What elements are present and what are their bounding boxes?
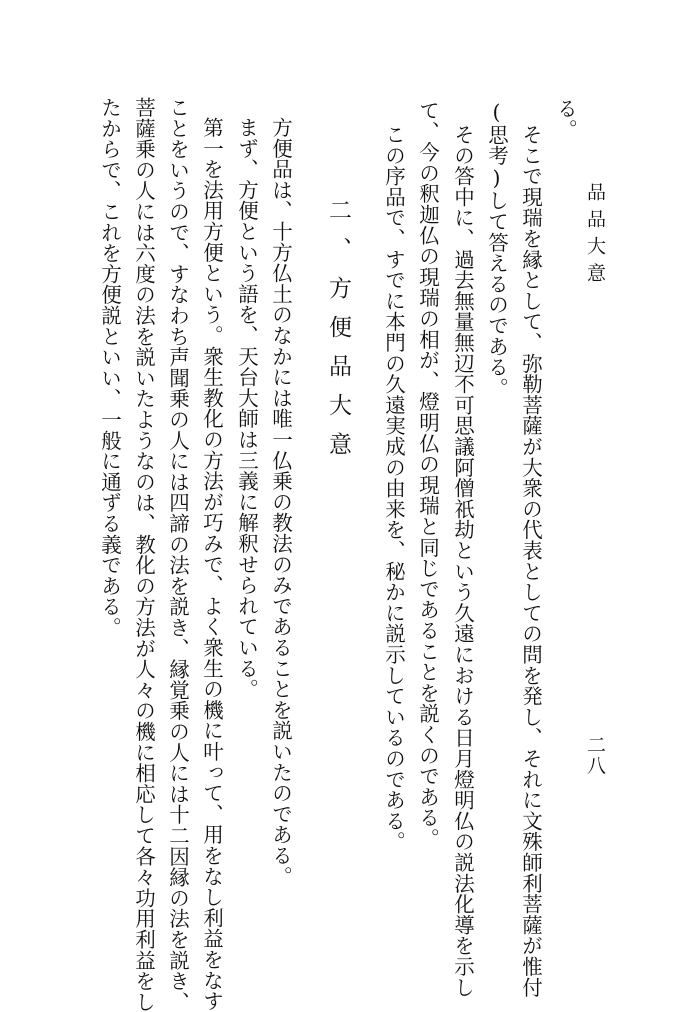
text-line: 第一を法用方便という。衆生教化の方法が巧みで、よく衆生の機に叶って、用をなし利益をなす [199,117,224,1012]
text-line: 菩薩乗の人には六度の法を説いたようなのは、教化の方法が人々の機に相応して各々功用利益をし [131,97,156,1012]
text-line: (思考)して答えるのである。 [484,100,509,399]
text-line: て、今の釈迦仏の現瑞の相が、燈明仏の現瑞と同じであることを説くのである。 [415,100,440,849]
text-line: 方便品は、十方仏土のなかには唯一仏乗の教法のみであることを説いたのである。 [268,117,293,887]
text-line: この序品で、すでに本門の久遠実成の由来を、秘かに説示しているのである。 [381,124,406,852]
running-head: 品品大意 [584,182,606,290]
text-line: る。 [553,98,578,140]
page-number: 二八 [584,735,606,777]
text-line: ことをいうので、すなわち声聞乗の人には四諦の法を説き、縁覚乗の人には十二因縁の法を説き、 [165,97,190,1012]
section-heading: 二、方便品大意 [325,198,351,471]
text-line: まず、方便という語を、天台大師は三義に解釈せられている。 [234,117,259,700]
text-line: たからで、これを方便説といい、一般に通ずる義である。 [97,97,122,638]
text-line: その答中に、過去無量無辺不可思議阿僧祇劫という久遠における日月燈明仏の説法化導を示し [450,124,475,998]
text-line: そこで現瑞を縁として、弥勒菩薩が大衆の代表としての問を発し、それに文殊師利菩薩が惟付 [518,124,543,998]
